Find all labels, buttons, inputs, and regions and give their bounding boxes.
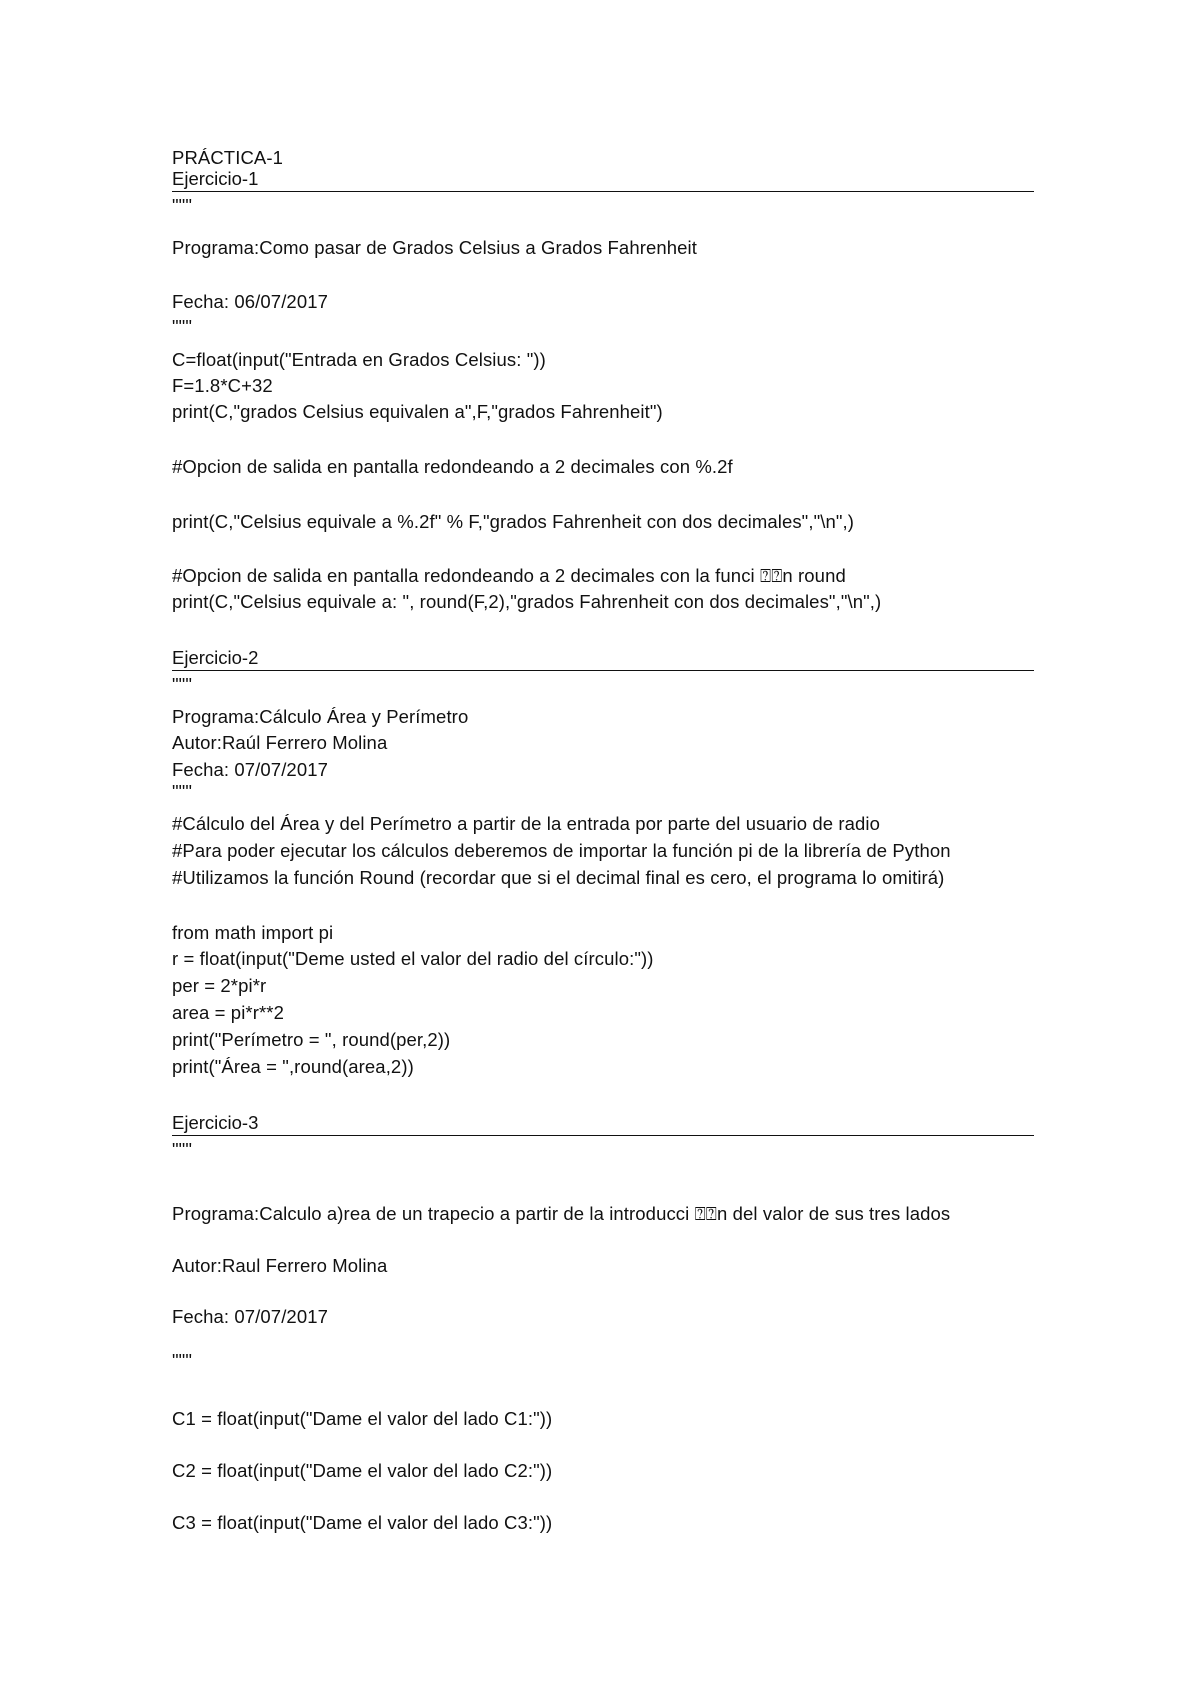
docstring-quote: """ — [172, 1350, 193, 1371]
code-line: per = 2*pi*r — [172, 975, 267, 996]
code-line: print(C,"Celsius equivale a %.2f" % F,"grados Fahrenheit con dos decimales","\n",) — [172, 511, 855, 532]
text-line: Programa:Calculo a)rea de un trapecio a partir de la introducci ⍰⍰n del valor de sus tres lados — [172, 1203, 951, 1224]
code-line: print("Perímetro = ", round(per,2)) — [172, 1029, 451, 1050]
code-line: C=float(input("Entrada en Grados Celsius: ")) — [172, 349, 546, 370]
document-title: PRÁCTICA-1 — [172, 147, 283, 168]
text-line: Fecha: 07/07/2017 — [172, 1306, 328, 1327]
code-line: print(C,"grados Celsius equivalen a",F,"grados Fahrenheit") — [172, 401, 663, 422]
section-heading-ejercicio-3 — [172, 1111, 1034, 1136]
text-line: Autor:Raul Ferrero Molina — [172, 1255, 388, 1276]
code-line: r = float(input("Deme usted el valor del radio del círculo:")) — [172, 948, 654, 969]
section-heading-ejercicio-2 — [172, 646, 1034, 671]
code-line: C3 = float(input("Dame el valor del lado C3:")) — [172, 1512, 553, 1533]
text-line: Autor:Raúl Ferrero Molina — [172, 732, 388, 753]
comment-line: #Para poder ejecutar los cálculos deberemos de importar la función pi de la librería de Python — [172, 840, 951, 861]
code-line: print(C,"Celsius equivale a: ", round(F,2),"grados Fahrenheit con dos decimales","\n",) — [172, 591, 882, 612]
docstring-quote: """ — [172, 674, 193, 695]
text-line: Programa:Cálculo Área y Perímetro — [172, 706, 469, 727]
docstring-quote: """ — [172, 781, 193, 802]
section-heading-label: Ejercicio-2 — [172, 647, 259, 668]
code-line: C1 = float(input("Dame el valor del lado C1:")) — [172, 1408, 553, 1429]
code-line: C2 = float(input("Dame el valor del lado C2:")) — [172, 1460, 553, 1481]
comment-line: #Opcion de salida en pantalla redondeando a 2 decimales con la funci ⍰⍰n round — [172, 565, 846, 586]
comment-line: #Cálculo del Área y del Perímetro a partir de la entrada por parte del usuario de radio — [172, 813, 880, 834]
section-heading-label: Ejercicio-3 — [172, 1112, 259, 1133]
text-line: Fecha: 07/07/2017 — [172, 759, 328, 780]
comment-line: #Utilizamos la función Round (recordar que si el decimal final es cero, el programa lo omitirá) — [172, 867, 945, 888]
docstring-quote: """ — [172, 195, 193, 216]
docstring-quote: """ — [172, 316, 193, 337]
text-line: Programa:Como pasar de Grados Celsius a Grados Fahrenheit — [172, 237, 697, 258]
text-line: Fecha: 06/07/2017 — [172, 291, 328, 312]
code-line: print("Área = ",round(area,2)) — [172, 1056, 414, 1077]
code-line: area = pi*r**2 — [172, 1002, 284, 1023]
section-heading-label: Ejercicio-1 — [172, 168, 259, 189]
comment-line: #Opcion de salida en pantalla redondeando a 2 decimales con %.2f — [172, 456, 733, 477]
code-line: F=1.8*C+32 — [172, 375, 273, 396]
section-heading-ejercicio-1 — [172, 167, 1034, 192]
code-line: from math import pi — [172, 922, 334, 943]
docstring-quote: """ — [172, 1139, 193, 1160]
